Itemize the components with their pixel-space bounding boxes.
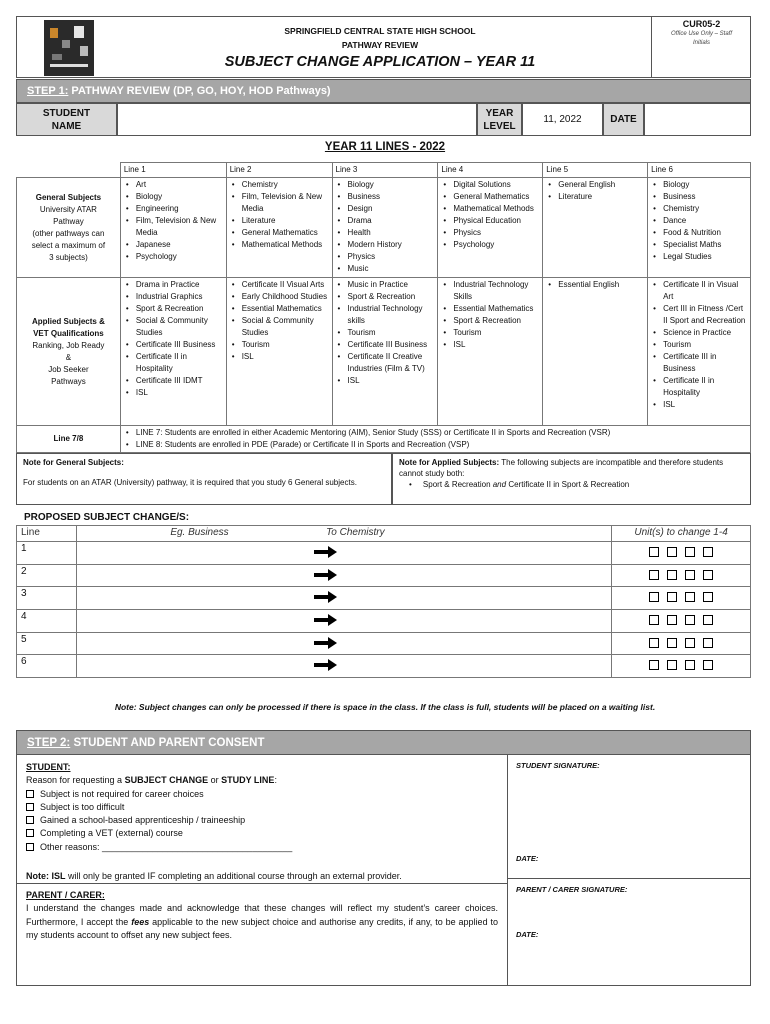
line-header: Line 2 — [226, 163, 332, 178]
col-units-header: Unit(s) to change 1-4 — [612, 526, 751, 542]
to-subject-field[interactable] — [322, 632, 612, 655]
applied-line-cell — [543, 278, 648, 426]
general-head-line: General Subjects — [35, 192, 102, 202]
line-header: Line 1 — [120, 163, 226, 178]
subject-item: • Early Childhood Studies — [230, 291, 329, 303]
lines-title: YEAR 11 LINES - 2022 — [324, 141, 446, 153]
units-checkboxes — [612, 632, 751, 655]
year-level-label-line2: LEVEL — [483, 121, 516, 132]
reason-label: Other reasons: ______________________________________ — [40, 841, 293, 852]
subject-item: • ISL — [336, 375, 435, 387]
consent-left — [16, 755, 508, 986]
to-subject-field[interactable] — [322, 587, 612, 610]
subject-item: • Cert III in Fitness /Cert II Sport and Recreation — [651, 303, 747, 327]
subject-item: • Music — [336, 263, 435, 275]
checkbox-icon[interactable] — [26, 816, 34, 824]
unit-checkbox[interactable] — [649, 615, 659, 625]
line-header: Line 4 — [438, 163, 543, 178]
subject-item: • LINE 8: Students are enrolled in PDE (Parade) or Certificate II in Sports and Recreation (VSP) — [124, 439, 747, 451]
subject-item: • Essential English — [546, 279, 644, 291]
subject-item: • Music in Practice — [336, 279, 435, 291]
applied-line-cell — [332, 278, 438, 426]
lines-table — [16, 162, 751, 453]
subject-item: • Mathematical Methods — [230, 239, 329, 251]
applied-note-title: Note for Applied Subjects: — [399, 458, 500, 467]
col-line-header: Line — [17, 526, 77, 542]
year-level-label — [477, 103, 522, 136]
reason-list — [26, 788, 497, 854]
subject-item: • Tourism — [230, 339, 329, 351]
parent-section-title: PARENT / CARER: — [26, 890, 105, 900]
general-head-line: select a maximum of — [31, 240, 106, 250]
subject-item: • Engineering — [124, 203, 223, 215]
from-subject-field[interactable] — [76, 564, 322, 587]
unit-checkbox[interactable] — [685, 570, 695, 580]
reason-option[interactable] — [26, 841, 497, 854]
unit-checkbox[interactable] — [667, 660, 677, 670]
unit-checkbox[interactable] — [685, 547, 695, 557]
subject-item: • Film, Television & New Media — [124, 215, 223, 239]
units-checkboxes — [612, 564, 751, 587]
checkbox-icon[interactable] — [26, 790, 34, 798]
step1-text: PATHWAY REVIEW (DP, GO, HOY, HOD Pathways) — [68, 85, 331, 97]
subject-item: • Essential Mathematics — [441, 303, 539, 315]
unit-checkbox[interactable] — [703, 660, 713, 670]
subject-item: • Business — [336, 191, 435, 203]
reason-label: Completing a VET (external) course — [40, 828, 183, 839]
subject-item: • Food & Nutrition — [651, 227, 747, 239]
step2-header — [16, 730, 751, 755]
applied-note-item: • Sport & Recreation and Certificate II in Sport & Recreation — [409, 480, 630, 489]
subject-item: • Sport & Recreation — [124, 303, 223, 315]
change-row — [17, 564, 751, 587]
unit-checkbox[interactable] — [703, 615, 713, 625]
unit-checkbox[interactable] — [649, 570, 659, 580]
subject-item: • Psychology — [124, 251, 223, 263]
parent-text-2: applicable to the new subject choice and authorise any credits, if any, to be applied to my students account to offset any new subject fees. — [26, 916, 498, 940]
student-section-title: STUDENT: — [26, 762, 71, 772]
subject-item: • Certificate II in Hospitality — [124, 351, 223, 375]
subject-item: • Industrial Technology Skills — [441, 279, 539, 303]
subject-item: • Digital Solutions — [441, 179, 539, 191]
subject-item: • Chemistry — [230, 179, 329, 191]
subject-item: • ISL — [230, 351, 329, 363]
arrow-right-icon — [314, 613, 336, 627]
reason-pre: Reason for requesting a — [26, 775, 125, 786]
checkbox-icon[interactable] — [26, 803, 34, 811]
subject-item: • General English — [546, 179, 644, 191]
line78-head: Line 7/8 — [17, 426, 121, 453]
change-row — [17, 542, 751, 565]
row-line-number: 2 — [17, 564, 77, 587]
general-note — [16, 453, 392, 505]
to-subject-field[interactable] — [322, 610, 612, 633]
from-subject-field[interactable] — [76, 655, 322, 678]
general-subjects-head — [17, 178, 121, 278]
form-code: CUR05-2 — [682, 19, 721, 29]
reason-option[interactable] — [26, 827, 497, 840]
school-logo — [44, 20, 94, 76]
subject-item: • Japanese — [124, 239, 223, 251]
subject-item: • Industrial Technology skills — [336, 303, 435, 327]
general-line-cell — [438, 178, 543, 278]
arrow-right-icon — [314, 636, 336, 650]
isl-note-label: Note: — [26, 871, 49, 882]
subject-item: • Certificate III in Business — [651, 351, 747, 375]
subject-item: • Film, Television & New Media — [230, 191, 329, 215]
from-subject-field[interactable] — [76, 610, 322, 633]
subject-item: • Drama — [336, 215, 435, 227]
applied-note-item-and: and — [492, 480, 507, 489]
student-section — [16, 755, 507, 883]
row-line-number: 1 — [17, 542, 77, 565]
divider — [508, 878, 751, 879]
unit-checkbox[interactable] — [667, 638, 677, 648]
subject-item: • Certificate II in Visual Art — [651, 279, 747, 303]
subject-item: • Dance — [651, 215, 747, 227]
applied-line-cell — [648, 278, 751, 426]
arrow-right-icon — [314, 590, 336, 604]
arrow-right-icon — [314, 568, 336, 582]
student-signature-field[interactable] — [508, 773, 751, 853]
subject-item: • Social & Community Studies — [230, 315, 329, 339]
subject-item: • Sport & Recreation — [441, 315, 539, 327]
checkbox-icon[interactable] — [26, 829, 34, 837]
line-header: Line 3 — [332, 163, 438, 178]
unit-checkbox[interactable] — [685, 615, 695, 625]
units-checkboxes — [612, 542, 751, 565]
divider — [16, 883, 507, 884]
student-signature-label: STUDENT SIGNATURE: — [516, 761, 600, 770]
subject-item: • General Mathematics — [441, 191, 539, 203]
change-row — [17, 655, 751, 678]
from-subject-field[interactable] — [76, 542, 322, 565]
subject-item: • Business — [651, 191, 747, 203]
arrow-right-icon — [314, 658, 336, 672]
subject-item: • Physics — [336, 251, 435, 263]
unit-checkbox[interactable] — [703, 592, 713, 602]
row-line-number: 4 — [17, 610, 77, 633]
proposed-table — [16, 525, 751, 678]
subject-item: • Legal Studies — [651, 251, 747, 263]
general-head-line: (other pathways can — [32, 228, 105, 238]
corner-cell — [17, 163, 121, 178]
to-subject-field[interactable] — [322, 655, 612, 678]
subject-item: • General Mathematics — [230, 227, 329, 239]
subject-item: • Drama in Practice — [124, 279, 223, 291]
date-field[interactable] — [644, 103, 751, 136]
subject-item: • Certificate III Business — [124, 339, 223, 351]
reason-study-line: STUDY LINE — [221, 775, 275, 786]
parent-text-1: I understand the changes made and acknowledge that these changes will reflect my student’s career choices. Furthermore, I accept the — [26, 903, 498, 927]
subject-item: • Social & Community Studies — [124, 315, 223, 339]
from-subject-field[interactable] — [76, 632, 322, 655]
general-line-cell — [332, 178, 438, 278]
subject-item: • ISL — [124, 387, 223, 399]
unit-checkbox[interactable] — [703, 570, 713, 580]
subject-item: • Physics — [441, 227, 539, 239]
checkbox-icon[interactable] — [26, 843, 34, 851]
reason-option[interactable] — [26, 801, 497, 814]
step1-header — [16, 79, 751, 103]
reason-option[interactable] — [26, 814, 497, 827]
subject-item: • Certificate III Business — [336, 339, 435, 351]
consent-right — [508, 755, 751, 986]
subject-item: • Science in Practice — [651, 327, 747, 339]
reason-label: Gained a school-based apprenticeship / traineeship — [40, 815, 246, 826]
to-subject-field[interactable] — [322, 564, 612, 587]
applied-subjects-head — [17, 278, 121, 426]
unit-checkbox[interactable] — [667, 592, 677, 602]
subject-item: • Essential Mathematics — [230, 303, 329, 315]
subject-item: • Literature — [230, 215, 329, 227]
reason-intro — [26, 774, 497, 787]
subject-item: • Specialist Maths — [651, 239, 747, 251]
row-line-number: 5 — [17, 632, 77, 655]
student-name-label — [16, 103, 117, 136]
student-date-label: DATE: — [516, 854, 539, 863]
applied-line-cell — [120, 278, 226, 426]
to-subject-field[interactable] — [322, 542, 612, 565]
isl-note-isl: ISL — [49, 871, 66, 882]
reason-or: or — [208, 775, 222, 786]
subject-item: • Biology — [651, 179, 747, 191]
general-line-cell — [226, 178, 332, 278]
office-use-box[interactable] — [651, 16, 751, 78]
units-checkboxes — [612, 610, 751, 633]
applied-line-cell — [438, 278, 543, 426]
isl-note-text: will only be granted IF completing an additional course through an external provider. — [65, 871, 402, 882]
general-head-line: Pathway — [53, 216, 84, 226]
general-note-title: Note for General Subjects: — [23, 458, 124, 467]
applied-line-cell — [226, 278, 332, 426]
parent-signature-label: PARENT / CARER SIGNATURE: — [516, 885, 628, 894]
change-row — [17, 610, 751, 633]
reason-colon: : — [274, 775, 277, 786]
subject-item: • Tourism — [651, 339, 747, 351]
subject-item: • Modern History — [336, 239, 435, 251]
unit-checkbox[interactable] — [667, 547, 677, 557]
reason-label: Subject is too difficult — [40, 801, 125, 812]
change-row — [17, 587, 751, 610]
subject-item: • Literature — [546, 191, 644, 203]
parent-date-label: DATE: — [516, 930, 539, 939]
date-label: DATE — [603, 103, 644, 136]
applied-note-item-a: Sport & Recreation — [422, 480, 493, 489]
line-header: Line 5 — [543, 163, 648, 178]
subject-item: • ISL — [441, 339, 539, 351]
applied-head-line: VET Qualifications — [33, 328, 104, 338]
parent-text — [26, 902, 498, 942]
subject-item: • Biology — [124, 191, 223, 203]
subject-item: • Sport & Recreation — [336, 291, 435, 303]
parent-text-fees: fees — [131, 916, 150, 927]
subject-item: • Health — [336, 227, 435, 239]
unit-checkbox[interactable] — [649, 547, 659, 557]
unit-checkbox[interactable] — [667, 570, 677, 580]
unit-checkbox[interactable] — [703, 638, 713, 648]
student-name-label-line2: NAME — [51, 121, 82, 132]
step2-label: STEP 2: — [27, 737, 71, 749]
reason-label: Subject is not required for career choices — [40, 788, 204, 799]
general-line-cell — [120, 178, 226, 278]
applied-head-line: Job Seeker — [48, 364, 89, 374]
form-title: SUBJECT CHANGE APPLICATION – YEAR 11 — [224, 54, 536, 70]
general-line-cell — [543, 178, 648, 278]
units-checkboxes — [612, 587, 751, 610]
unit-checkbox[interactable] — [649, 592, 659, 602]
reason-subject-change: SUBJECT CHANGE — [124, 775, 209, 786]
subject-item: • Tourism — [441, 327, 539, 339]
subject-item: • Industrial Graphics — [124, 291, 223, 303]
col-from-header: Eg. Business — [76, 526, 322, 542]
year-level-field[interactable]: 11, 2022 — [522, 103, 603, 136]
subject-item: • ISL — [651, 399, 747, 411]
subject-item: • Chemistry — [651, 203, 747, 215]
unit-checkbox[interactable] — [649, 660, 659, 670]
subject-item: • LINE 7: Students are enrolled in either Academic Mentoring (AIM), Senior Study (SSS) or Certificate II in Sports and Recreation (VSR) — [124, 427, 747, 439]
unit-checkbox[interactable] — [649, 638, 659, 648]
form-subtitle: PATHWAY REVIEW — [341, 40, 419, 50]
isl-note — [26, 870, 497, 883]
unit-checkbox[interactable] — [685, 638, 695, 648]
row-line-number: 3 — [17, 587, 77, 610]
year-level-label-line1: YEAR — [485, 108, 514, 119]
unit-checkbox[interactable] — [685, 660, 695, 670]
unit-checkbox[interactable] — [667, 615, 677, 625]
unit-checkbox[interactable] — [685, 592, 695, 602]
subject-item: • Certificate II Visual Arts — [230, 279, 329, 291]
step1-label: STEP 1: — [27, 85, 69, 97]
subject-item: • Tourism — [336, 327, 435, 339]
parent-section — [26, 889, 498, 942]
line-header: Line 6 — [648, 163, 751, 178]
proposed-title: PROPOSED SUBJECT CHANGE/S: — [24, 512, 190, 523]
applied-head-line: Applied Subjects & — [31, 316, 105, 326]
office-use-label: Office Use Only – Staff — [670, 31, 733, 37]
subject-item: • Certificate II in Hospitality — [651, 375, 747, 399]
applied-head-line: Pathways — [51, 376, 86, 386]
subject-item: • Design — [336, 203, 435, 215]
units-checkboxes — [612, 655, 751, 678]
col-to-header: To Chemistry — [322, 526, 612, 542]
unit-checkbox[interactable] — [703, 547, 713, 557]
subject-item: • Psychology — [441, 239, 539, 251]
parent-signature-field[interactable] — [508, 897, 751, 927]
step2-text: STUDENT AND PARENT CONSENT — [70, 737, 265, 749]
arrow-right-icon — [314, 545, 336, 559]
student-name-field[interactable] — [117, 103, 477, 136]
row-line-number: 6 — [17, 655, 77, 678]
general-line-cell — [648, 178, 751, 278]
student-name-label-line1: STUDENT — [42, 108, 91, 119]
reason-option[interactable] — [26, 788, 497, 801]
subject-item: • Mathematical Methods — [441, 203, 539, 215]
from-subject-field[interactable] — [76, 587, 322, 610]
school-name: SPRINGFIELD CENTRAL STATE HIGH SCHOOL — [284, 26, 476, 36]
change-note: Note: Subject changes can only be processed if there is space in the class. If the class is full, students will be placed on a waiting list. — [114, 702, 656, 712]
applied-note-item-b: Certificate II in Sport & Recreation — [506, 480, 630, 489]
applied-head-line: & — [65, 352, 72, 362]
subject-item: • Art — [124, 179, 223, 191]
general-head-line: 3 subjects) — [49, 252, 88, 262]
applied-note-text: The following subjects are incompatible and therefore students cannot study both: — [399, 458, 724, 478]
subject-item: • Physical Education — [441, 215, 539, 227]
change-row — [17, 632, 751, 655]
subject-item: • Certificate II Creative Industries (Film & TV) — [336, 351, 435, 375]
applied-note — [392, 453, 751, 505]
applied-note-body — [399, 457, 744, 479]
line78-cell — [120, 426, 750, 453]
office-use-initials: Initials — [692, 40, 710, 46]
applied-head-line: Ranking, Job Ready — [32, 340, 105, 350]
general-head-line: University ATAR — [39, 204, 97, 214]
subject-item: • Biology — [336, 179, 435, 191]
subject-item: • Certificate III IDMT — [124, 375, 223, 387]
general-note-text: For students on an ATAR (University) pathway, it is required that you study 6 General subjects. — [23, 478, 357, 487]
